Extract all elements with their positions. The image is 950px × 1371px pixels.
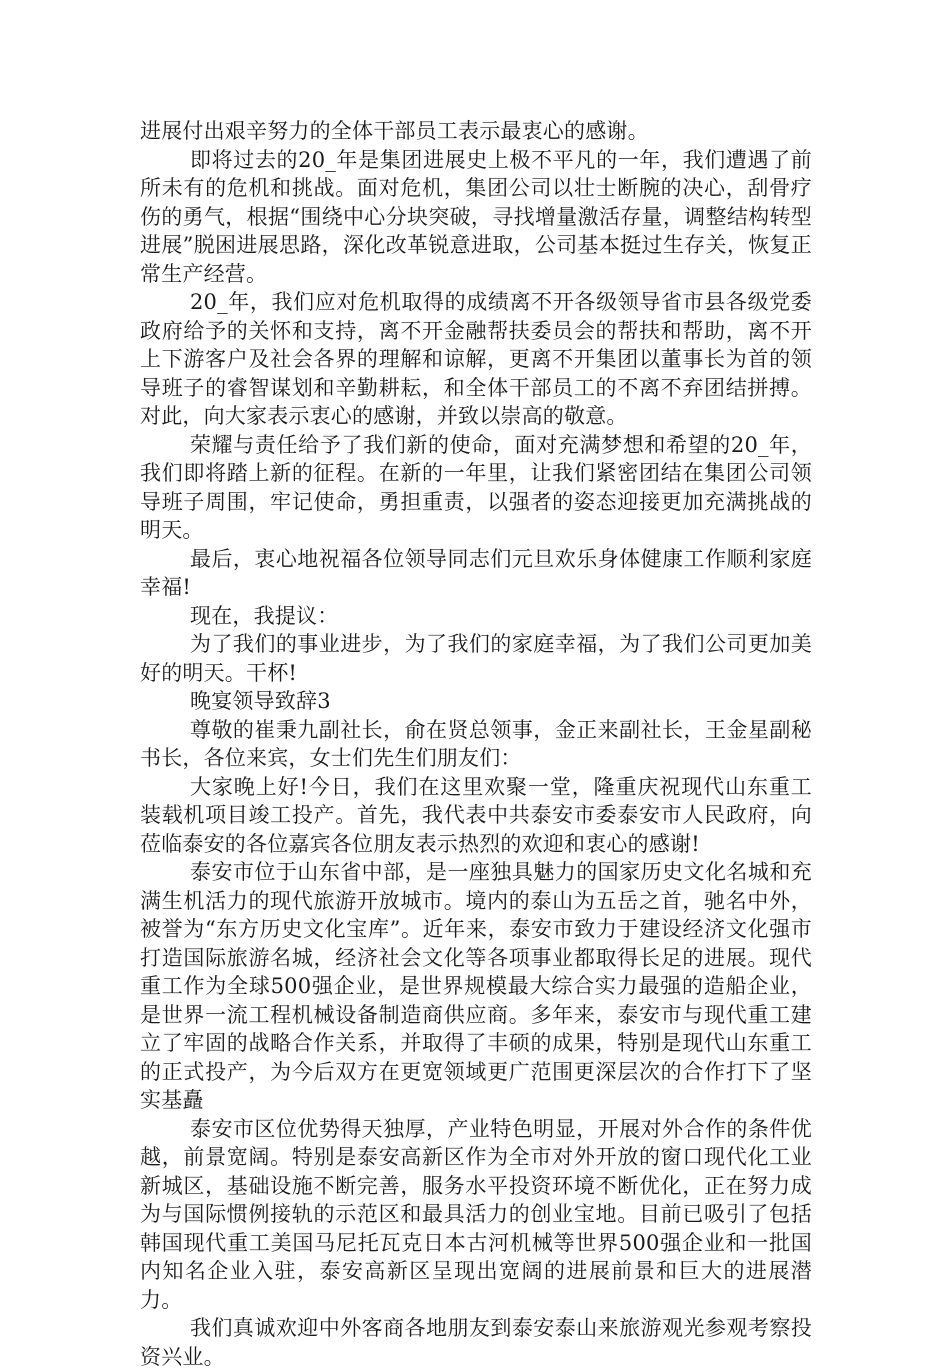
paragraph: 我们真诚欢迎中外客商各地朋友到泰安泰山来旅游观光参观考察投资兴业。: [140, 1316, 812, 1369]
paragraph: 最后，衷心地祝福各位领导同志们元旦欢乐身体健康工作顺利家庭幸福!: [140, 546, 812, 599]
paragraph: 进展付出艰辛努力的全体干部员工表示最衷心的感谢。: [140, 119, 649, 143]
paragraph: 大家晚上好!今日，我们在这里欢聚一堂，隆重庆祝现代山东重工装载机项目竣工投产。首先，我代表中共泰安市委泰安市人民政府，向莅临泰安的各位嘉宾各位朋友表示热烈的欢迎和衷心的感谢!: [140, 774, 812, 856]
paragraph: 泰安市位于山东省中部，是一座独具魅力的国家历史文化名城和充满生机活力的现代旅游开放城市。境内的泰山为五岳之首，驰名中外，被誉为“东方历史文化宝库”。近年来，泰安市致力于建设经济文化强市打造国际旅游名城，经济社会文化等各项事业都取得长足的进展。现代重工作为全球500强企业，是世界规模最大综合实力最强的造船企业，是世界一流工程机械设备制造商供应商。多年来，泰安市与现代重工建立了牢固的战略合作关系，并取得了丰硕的成果，特别是现代山东重工的正式投产，为今后双方在更宽领域更广范围更深层次的合作打下了坚实基矗: [140, 860, 812, 1112]
salutation: 尊敬的崔秉九副社长，俞在贤总领事，金正来副社长，王金星副秘书长，各位来宾，女士们先生们朋友们：: [140, 717, 812, 770]
document-body: [140, 117, 812, 1371]
paragraph: 20_年，我们应对危机取得的成绩离不开各级领导省市县各级党委政府给予的关怀和支持，离不开金融帮扶委员会的帮扶和帮助，离不开上下游客户及社会各界的理解和谅解，更离不开集团以董事长为首的领导班子的睿智谋划和辛勤耕耘，和全体干部员工的不离不弃团结拼搏。对此，向大家表示衷心的感谢，并致以崇高的敬意。: [140, 290, 812, 428]
paragraph: 即将过去的20_年是集团进展史上极不平凡的一年，我们遭遇了前所未有的危机和挑战。面对危机，集团公司以壮士断腕的决心，刮骨疗伤的勇气，根据“围绕中心分块突破，寻找增量激活存量，调整结构转型进展”脱困进展思路，深化改革锐意进取，公司基本挺过生存关，恢复正常生产经营。: [140, 147, 812, 286]
paragraph: 为了我们的事业进步，为了我们的家庭幸福，为了我们公司更加美好的明天。干杯!: [140, 632, 812, 685]
paragraph: 现在，我提议：: [190, 603, 339, 628]
paragraph: 泰安市区位优势得天独厚，产业特色明显，开展对外合作的条件优越，前景宽阔。特别是泰安高新区作为全市对外开放的窗口现代化工业新城区，基础设施不断完善，服务水平投资环境不断优化，正在努力成为与国际惯例接轨的示范区和最具活力的创业宝地。目前已吸引了包括韩国现代重工美国马尼托瓦克日本古河机械等世界500强企业和一批国内知名企业入驻，泰安高新区呈现出宽阔的进展前景和巨大的进展潜力。: [140, 1116, 812, 1312]
paragraph: 荣耀与责任给予了我们新的使命，面对充满梦想和希望的20_年，我们即将踏上新的征程。在新的一年里，让我们紧密团结在集团公司领导班子周围，牢记使命，勇担重责，以强者的姿态迎接更加充满挑战的明天。: [140, 432, 812, 542]
section-heading: 晚宴领导致辞3: [190, 689, 331, 713]
